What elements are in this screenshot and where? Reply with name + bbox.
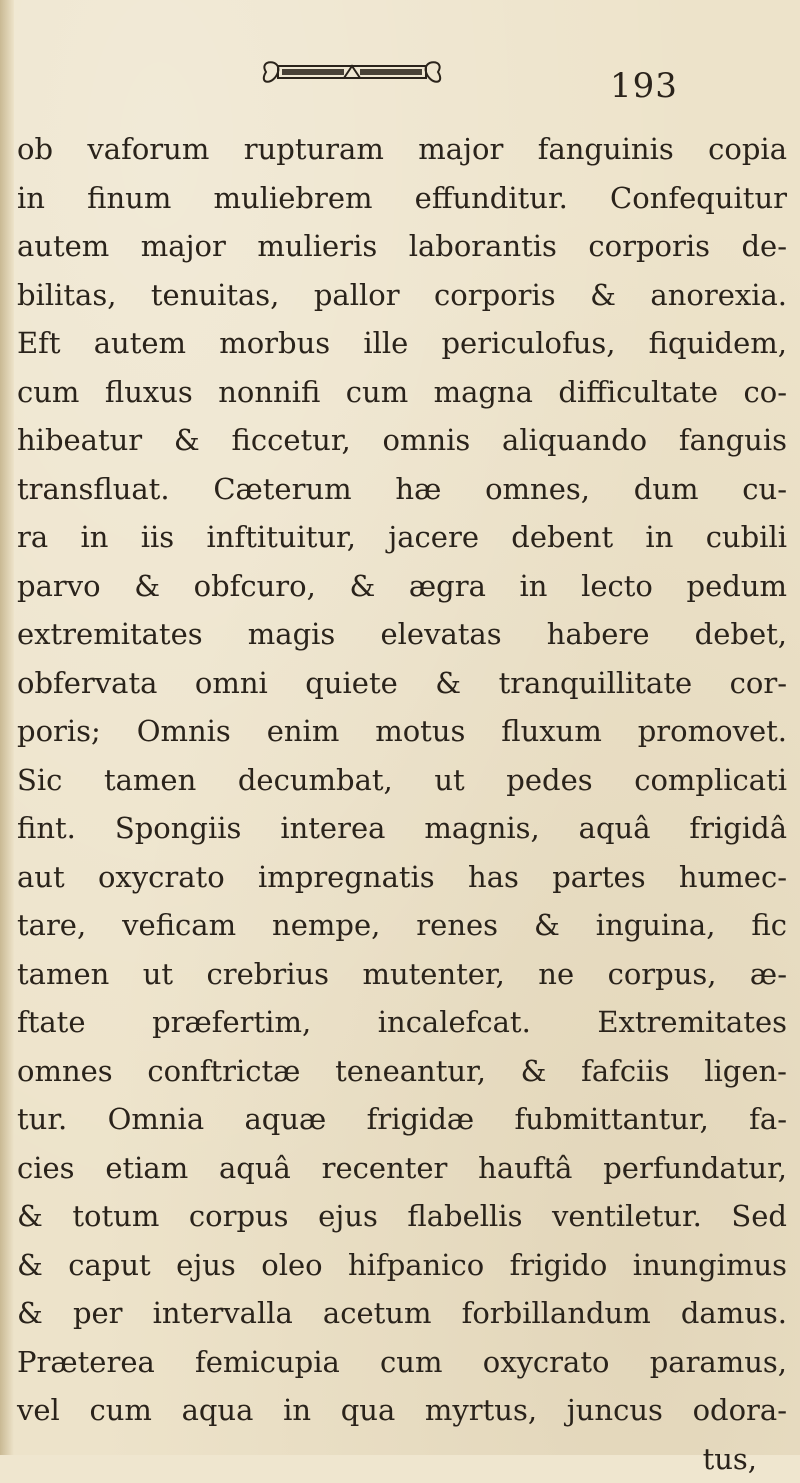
catchword: tus, — [17, 1435, 787, 1483]
text-line: tamen ut crebrius mutenter, ne corpus, æ- — [17, 950, 787, 999]
text-line: vel cum aqua in qua myrtus, juncus odora- — [17, 1386, 787, 1435]
text-line: aut oxycrato impregnatis has partes humec- — [17, 853, 787, 902]
text-line: tur. Omnia aquæ frigidæ fubmittantur, fa- — [17, 1095, 787, 1144]
text-line: ra in iis inftituitur, jacere debent in cubili — [17, 513, 787, 562]
text-line: extremitates magis elevatas habere debet, — [17, 610, 787, 659]
text-line: Sic tamen decumbat, ut pedes complicati — [17, 756, 787, 805]
text-line: cum fluxus nonnifi cum magna difficultate co- — [17, 368, 787, 417]
text-line: & caput ejus oleo hifpanico frigido inungimus — [17, 1241, 787, 1290]
text-line: omnes conftrictæ teneantur, & fafciis ligen- — [17, 1047, 787, 1096]
text-line: autem major mulieris laborantis corporis de- — [17, 222, 787, 271]
text-line: tare, veficam nempe, renes & inguina, fic — [17, 901, 787, 950]
text-line: Eft autem morbus ille periculofus, fiquidem, — [17, 319, 787, 368]
text-line: cies etiam aquâ recenter hauftâ perfundatur, — [17, 1144, 787, 1193]
text-line: & per intervalla acetum forbillandum damus. — [17, 1289, 787, 1338]
header-ornament-icon — [252, 55, 452, 89]
text-line: Præterea femicupia cum oxycrato paramus, — [17, 1338, 787, 1387]
text-line: hibeatur & ficcetur, omnis aliquando fanguis — [17, 416, 787, 465]
body-text — [17, 125, 787, 1483]
page-gutter-shadow — [0, 0, 14, 1455]
text-line: bilitas, tenuitas, pallor corporis & anorexia. — [17, 271, 787, 320]
text-line: parvo & obfcuro, & ægra in lecto pedum — [17, 562, 787, 611]
text-line: ftate præfertim, incalefcat. Extremitates — [17, 998, 787, 1047]
page-number: 193 — [610, 66, 678, 106]
text-line: poris; Omnis enim motus fluxum promovet. — [17, 707, 787, 756]
text-line: transfluat. Cæterum hæ omnes, dum cu- — [17, 465, 787, 514]
text-line: ob vaforum rupturam major fanguinis copia — [17, 125, 787, 174]
text-line: fint. Spongiis interea magnis, aquâ frigidâ — [17, 804, 787, 853]
text-line: obfervata omni quiete & tranquillitate cor- — [17, 659, 787, 708]
text-line: in finum muliebrem effunditur. Confequitur — [17, 174, 787, 223]
text-line: & totum corpus ejus flabellis ventiletur. Sed — [17, 1192, 787, 1241]
